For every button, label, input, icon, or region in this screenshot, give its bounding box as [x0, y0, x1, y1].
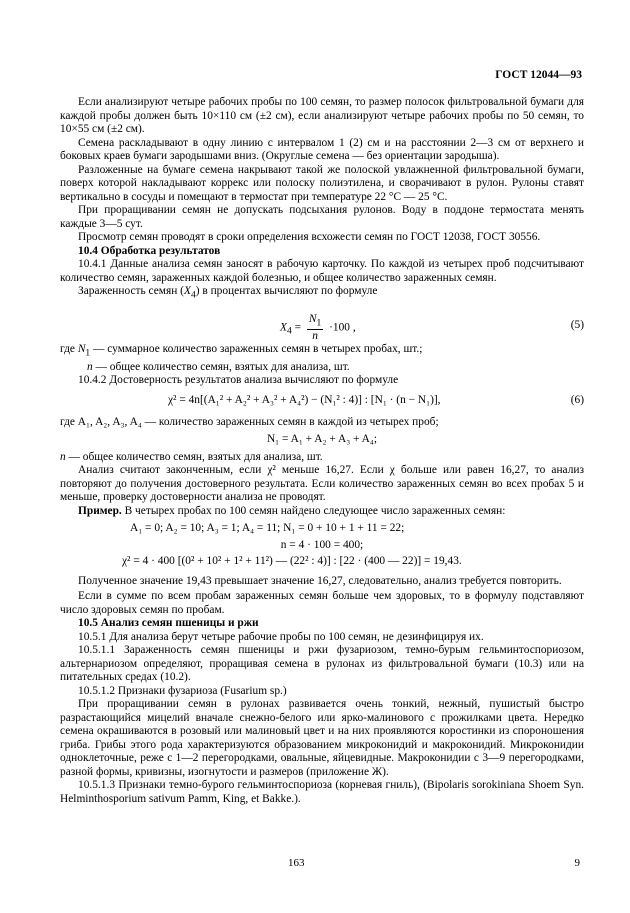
- formula-number: (5): [570, 318, 584, 331]
- formula-5: $X_4$ = $\frac{N_1}{n}$ ·100 , (5): [280, 312, 584, 343]
- paragraph: Просмотр семян проводят в сроки определения всхожести семян по ГОСТ 12038, ГОСТ 30556.: [78, 231, 541, 243]
- where-line: где $N_1$ — суммарное количество зараженных семян в четырех пробах, шт.;: [60, 342, 423, 359]
- paragraph: Если в сумме по всем пробам зараженных семян больше чем здоровых, то в формулу подставляют число здоровых семян по пробам.: [60, 590, 584, 616]
- sheet-number: 9: [574, 857, 580, 869]
- formula-n1: N₁ = A₁ + A₂ + A₃ + A₄;: [266, 433, 378, 446]
- example-values: A₁ = 0; A₂ = 10; A₃ = 1; A₄ = 11; N₁ = 0 + 10 + 1 + 11 = 22;: [130, 522, 405, 535]
- paragraph: 10.5.1 Для анализа берут четыре рабочие пробы по 100 семян, не дезинфицируя их.: [78, 630, 484, 643]
- formula-6: χ² = 4n[(A₁² + A₂² + A₃² + A₄²) − (N₁² : 4)] : [N₁ · (n − N₁)], (6): [168, 393, 584, 406]
- paragraph: Зараженность семян $(X_4)$ в процентах вычисляют по формуле: [78, 285, 378, 301]
- paragraph: Анализ считают законченным, если χ² меньше 16,27. Если χ больше или равен 16,27, то анализ повторяют до получения достоверного результата. Если количество зараженных семян во всех пробах 5 и меньше, проверку достоверности анализа не проводят.: [60, 464, 584, 504]
- paragraph: 10.4.1 Данные анализа семян заносят в рабочую карточку. По каждой из четырех проб подсчитывают количество семян, зараженных каждой болезнью, и общее количество зараженных семян.: [60, 258, 584, 284]
- paragraph: 10.5.1.1 Зараженность семян пшеницы и ржи фузариозом, темно-бурым гельминтоспориозом, альтернариозом определяют, проращивая семена в рулонах из фильтровальной бумаги (10.3) или на питательных средах (10.2).: [60, 644, 584, 684]
- where-line: n — общее количество семян, взятых для анализа, шт.: [60, 450, 323, 463]
- section-heading-10-4: 10.4 Обработка результатов: [78, 244, 221, 257]
- section-heading-10-5: 10.5 Анализ семян пшеницы и ржи: [78, 617, 259, 630]
- fraction: $\frac{N_1}{n}$: [308, 312, 322, 343]
- paragraph: При проращивании семян не допускать подсыхания рулонов. Воду в поддоне термостата менять каждые 3—5 сут.: [60, 204, 584, 230]
- paragraph: Семена раскладывают в одну линию с интервалом 1 (2) см и на расстоянии 2—3 см от верхнего и боковых краев бумаги зародышами вниз. (Округлые семена — без ориентации зародыша).: [60, 136, 584, 162]
- example-paragraph: Пример. В четырех пробах по 100 семян найдено следующее число зараженных семян:: [78, 504, 506, 517]
- paragraph: Полученное значение 19,43 превышает значение 16,27, следовательно, анализ требуется повторить.: [78, 574, 562, 587]
- paragraph: Разложенные на бумаге семена накрывают такой же полоской увлажненной фильтровальной бумаги, поверх которой накладывают коррекс или полоску полиэтилена, и сворачивают в рулон. Рулоны ставят вертикально в сосуды и помещают в термостат при температуре 22 °С — 25 °С.: [60, 163, 584, 203]
- where-line: где A₁, A₂, A₃, A₄ — количество зараженных семян в каждой из четырех проб;: [60, 415, 439, 428]
- document-body: [60, 96, 584, 806]
- paragraph: 10.5.1.2 Признаки фузариоза (Fusarium sp.): [78, 684, 287, 697]
- example-chi: χ² = 4 · 400 [(0² + 10² + 1² + 11²) — (22² : 4)] : [22 · (400 — 22)] = 19,43.: [122, 555, 462, 568]
- page-number: 163: [288, 857, 305, 869]
- paragraph: 10.4.2 Достоверность результатов анализа вычисляют по формуле: [78, 374, 399, 387]
- example-n: n = 4 · 100 = 400;: [280, 538, 364, 551]
- paragraph: При проращивании семян в рулонах развивается очень тонкий, нежный, пушистый быстро разрастающийся мицелий вначале снежно-белого или ярко-малинового с прожилками цвета. Нередко семена окрашиваются в розовый или малиновый цвет и на них проявляются коростинки из спороношения гриба. Грибы этого рода характеризуются образованием микроконидий и макроконидий. Микроконидии одноклеточные, реже с 1—2 перегородками, овальные, яйцевидные. Макроконидии с 3—9 перегородками, разной формы, кривизны, изогнутости и размеров (приложение Ж).: [60, 698, 584, 778]
- paragraph: Если анализируют четыре рабочих пробы по 100 семян, то размер полосок фильтровальной бумаги для каждой пробы должен быть 10×110 см (±2 см), если анализируют четыре рабочих пробы по 50 семян, то 10×55 см (±2 см).: [60, 96, 584, 135]
- standard-header: ГОСТ 12044—93: [495, 69, 582, 81]
- formula-number: (6): [570, 393, 584, 406]
- paragraph: 10.5.1.3 Признаки темно-бурого гельминтоспориоза (корневая гниль), (Bipolaris sorokiniana Shoem Syn. Helminthosporium sativum Pamm, King, et Bakke.).: [60, 779, 584, 805]
- where-line: n — общее количество семян, взятых для анализа, шт.: [87, 360, 350, 373]
